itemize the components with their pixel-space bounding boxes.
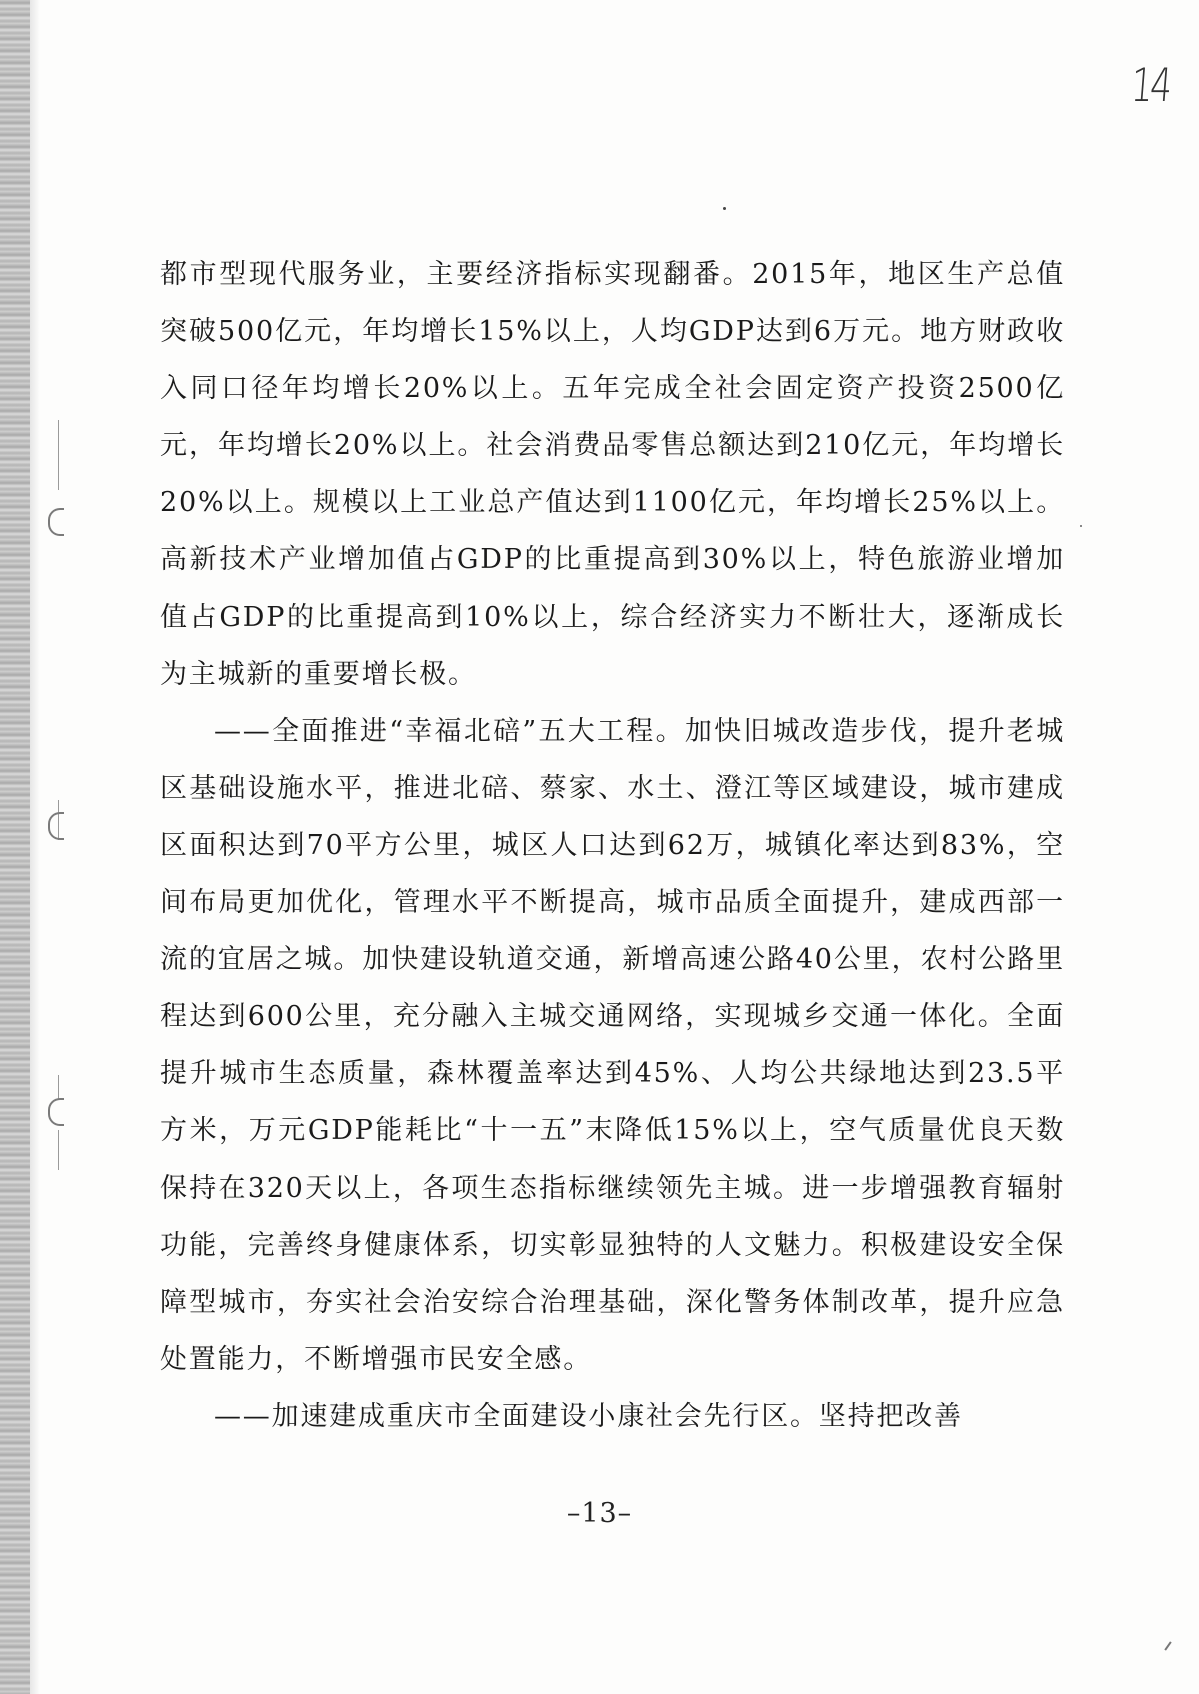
binding-hole-mark: [48, 812, 64, 840]
binding-line: [58, 1075, 59, 1100]
handwritten-page-mark: 14: [1129, 58, 1172, 112]
binding-hole-mark: [48, 1098, 64, 1126]
scan-binding-edge: [0, 0, 30, 1694]
scan-speck: [1080, 525, 1082, 527]
paragraph-economy-continued: 都市型现代服务业，主要经济指标实现翻番。2015年，地区生产总值突破500亿元，年均增长15%以上，人均GDP达到6万元。地方财政收入同口径年均增长20%以上。五年完成全社会固定资产投资2500亿元，年均增长20%以上。社会消费品零售总额达到210亿元，年均增长20%以上。规模以上工业总产值达到1100亿元，年均增长25%以上。高新技术产业增加值占GDP的比重提高到30%以上，特色旅游业增加值占GDP的比重提高到10%以上，综合经济实力不断壮大，逐渐成长为主城新的重要增长极。: [160, 259, 1065, 690]
paragraph-xiaokang-pilot: ——加速建成重庆市全面建设小康社会先行区。坚持把改善: [214, 1400, 963, 1432]
scan-tick-mark: [1164, 1641, 1171, 1650]
paragraph-happy-beibei: ——全面推进“幸福北碚”五大工程。加快旧城改造步伐，提升老城区基础设施水平，推进北碚、蔡家、水土、澄江等区域建设，城市建成区面积达到70平方公里，城区人口达到62万，城镇化率达到83%，空间布局更加优化，管理水平不断提高，城市品质全面提升，建成西部一流的宜居之城。加快建设轨道交通，新增高速公路40公里，农村公路里程达到600公里，充分融入主城交通网络，实现城乡交通一体化。全面提升城市生态质量，森林覆盖率达到45%、人均公共绿地达到23.5平方米，万元GDP能耗比“十一五”末降低15%以上，空气质量优良天数保持在320天以上，各项生态指标继续领先主城。进一步增强教育辐射功能，完善终身健康体系，切实彰显独特的人文魅力。积极建设安全保障型城市，夯实社会治安综合治理基础，深化警务体制改革，提升应急处置能力，不断增强市民安全感。: [160, 715, 1065, 1375]
binding-line: [58, 1130, 59, 1170]
binding-line: [58, 420, 59, 490]
document-body: [160, 246, 1065, 1445]
scan-speck: [723, 207, 726, 210]
scan-edge-shadow: [30, 0, 40, 1694]
page-number: –13–: [566, 1498, 633, 1529]
binding-hole-mark: [48, 508, 64, 536]
